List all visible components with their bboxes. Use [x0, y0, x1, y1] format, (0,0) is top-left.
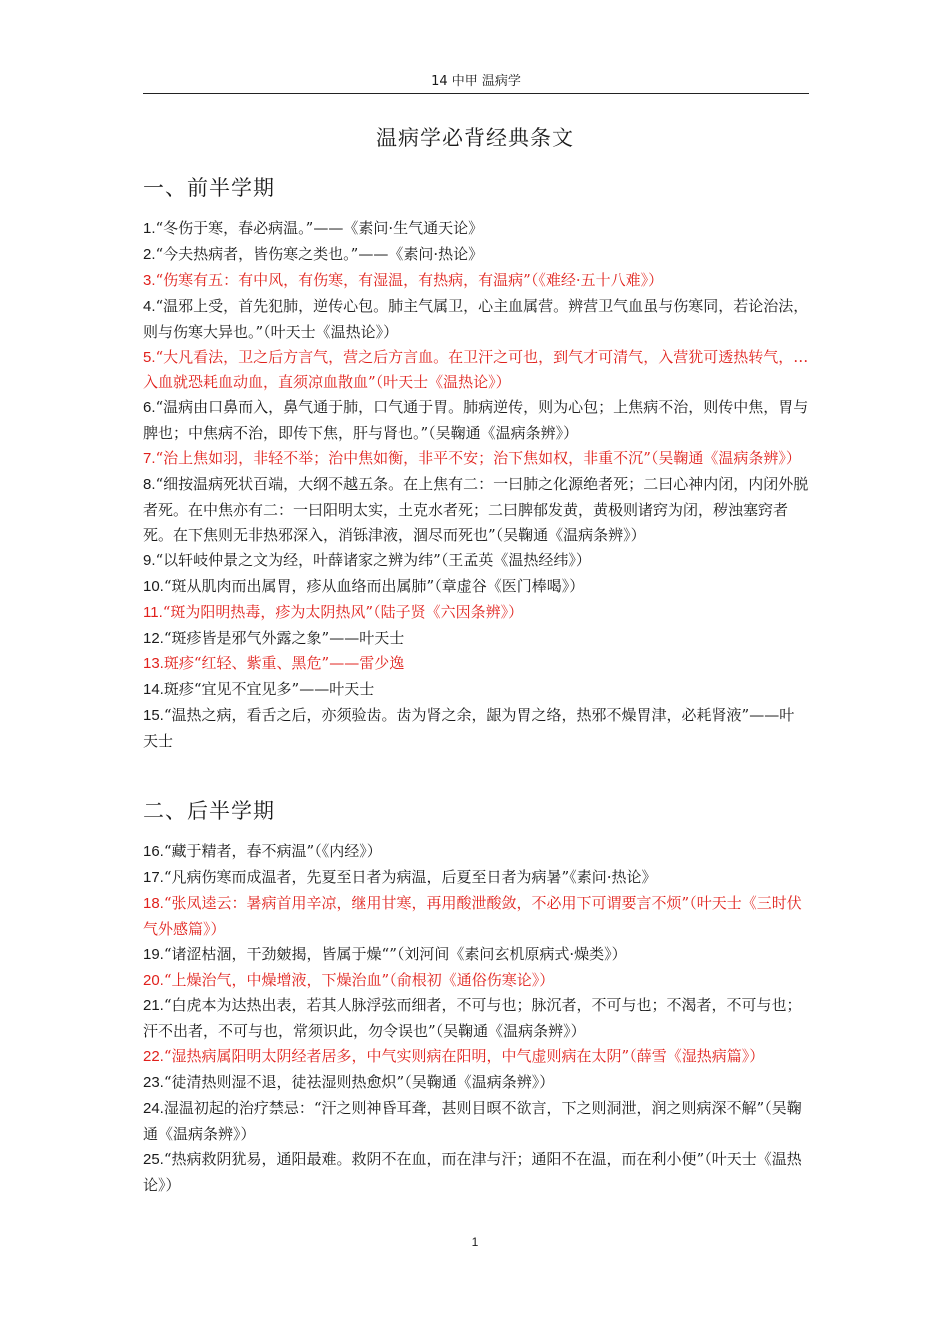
- quote-item: [143, 1096, 809, 1147]
- item-text: “斑为阳明热毒，疹为太阴热风”（陆子贤《六因条辨》）: [162, 602, 524, 621]
- quote-item: [143, 1044, 809, 1070]
- quote-item: [143, 942, 809, 968]
- quote-item: [143, 472, 809, 548]
- item-text: “今夫热病者，皆伤寒之类也。”——《素问·热论》: [155, 244, 484, 263]
- item-text: “斑疹皆是邪气外露之象”——叶天士: [163, 628, 405, 647]
- item-text: “温热之病，看舌之后，亦须验齿。齿为肾之余，龈为胃之络，热邪不燥胃津，必耗肾液”——叶天士: [143, 706, 795, 751]
- item-text: “白虎本为达热出表，若其人脉浮弦而细者，不可与也；脉沉者，不可与也；不渴者，不可与也；汗不出者，不可与也，常须识此，勿令误也”（吴鞠通《温病条辨》）: [143, 996, 802, 1041]
- item-number: 17.: [143, 868, 164, 886]
- item-number: 10.: [143, 577, 164, 595]
- item-text: “湿热病属阳明太阴经者居多，中气实则病在阳明，中气虚则病在太阴”（薛雪《湿热病篇》）: [163, 1047, 765, 1066]
- item-number: 11.: [143, 603, 163, 621]
- page-number: 1: [471, 1235, 479, 1249]
- item-number: 3.: [143, 271, 156, 289]
- item-text: “冬伤于寒，春必病温。”——《素问·生气通天论》: [155, 219, 484, 237]
- quote-item: [143, 294, 809, 345]
- quote-item: [143, 993, 809, 1044]
- section-heading-second-half: 二、后半学期: [143, 799, 275, 823]
- page-header: 14 中甲 温病学: [143, 70, 809, 94]
- item-text: “细按温病死状百端，大纲不越五条。在上焦有二：一曰肺之化源绝者死；二曰心神内闭，内闭外脱者死。在中焦亦有二：一曰阳明太实，土克水者死；二曰脾郁发黄，黄极则诸窍为闭，秽浊塞窍者死。在下焦则无非热邪深入，消铄津液，涸尽而死也”（吴鞠通《温病条辨》）: [143, 475, 809, 544]
- item-text: “徒清热则湿不退，徒祛湿则热愈炽”（吴鞠通《温病条辨》）: [163, 1073, 555, 1092]
- item-number: 12.: [143, 629, 164, 647]
- document-title: 温病学必背经典条文: [376, 126, 574, 150]
- item-number: 19.: [143, 945, 164, 963]
- item-text: “热病救阴犹易，通阳最难。救阴不在血，而在津与汗；通阳不在温，而在利小便”（叶天士《温热论》）: [143, 1149, 802, 1194]
- item-number: 22.: [143, 1048, 164, 1066]
- item-text: “藏于精者，春不病温”（《内经》）: [163, 842, 382, 860]
- quote-item: [143, 268, 809, 294]
- quote-item: [143, 345, 809, 396]
- item-text: “温病由口鼻而入，鼻气通于肺，口气通于胃。肺病逆传，则为心包；上焦病不治，则传中焦，胃与脾也；中焦病不治，即传下焦，肝与肾也。”（吴鞠通《温病条辨》）: [143, 398, 809, 443]
- item-number: 7.: [143, 450, 156, 468]
- item-list-second-half: [143, 839, 809, 1198]
- quote-item: [143, 703, 809, 754]
- quote-item: [143, 626, 809, 652]
- quote-item: [143, 968, 809, 994]
- quote-item: [143, 600, 809, 626]
- quote-item: [143, 548, 809, 574]
- item-number: 20.: [143, 971, 164, 989]
- item-text: “凡病伤寒而成温者，先夏至日者为病温，后夏至日者为病暑”《素问·热论》: [163, 867, 657, 886]
- item-number: 23.: [143, 1074, 164, 1092]
- quote-item: [143, 242, 809, 268]
- item-number: 8.: [143, 476, 156, 494]
- quote-item: [143, 839, 809, 865]
- quote-item: [143, 1070, 809, 1096]
- item-text: 斑疹“红轻、紫重、黑危”——雷少逸: [163, 654, 405, 673]
- quote-item: [143, 446, 809, 472]
- item-number: 6.: [143, 399, 156, 417]
- item-text: “大凡看法，卫之后方言气，营之后方言血。在卫汗之可也，到气才可清气，入营犹可透热转气，…入血就恐耗血动血，直须凉血散血”（叶天士《温热论》）: [143, 347, 809, 392]
- item-number: 25.: [143, 1150, 164, 1168]
- item-number: 13.: [143, 655, 164, 673]
- item-number: 9.: [143, 551, 156, 569]
- item-text: “上燥治气，中燥增液，下燥治血”（俞根初《通俗伤寒论》）: [163, 970, 555, 989]
- item-text: 斑疹“宜见不宜见多”——叶天士: [163, 680, 375, 699]
- item-text: “以轩岐仲景之文为经，叶薛诸家之辨为纬”（王孟英《温热经纬》）: [155, 550, 591, 569]
- item-number: 1.: [143, 220, 156, 237]
- item-number: 18.: [143, 894, 164, 912]
- item-text: “治上焦如羽，非轻不举；治中焦如衡，非平不安；治下焦如权，非重不沉”（吴鞠通《温病条辨》）: [155, 449, 801, 468]
- section-heading-first-half: 一、前半学期: [143, 176, 275, 200]
- item-number: 16.: [143, 843, 164, 860]
- item-number: 14.: [143, 681, 164, 699]
- quote-item: [143, 216, 809, 242]
- item-number: 15.: [143, 707, 164, 725]
- item-text: “斑从肌肉而出属胃，疹从血络而出属肺”（章虚谷《医门棒喝》）: [163, 576, 585, 595]
- quote-item: [143, 891, 809, 942]
- item-number: 2.: [143, 245, 156, 263]
- item-text: 湿温初起的治疗禁忌：“汗之则神昏耳聋，甚则目暝不欲言，下之则洞泄，润之则病深不解”（吴鞠通《温病条辨》）: [143, 1099, 802, 1143]
- quote-item: [143, 865, 809, 891]
- item-number: 21.: [143, 997, 164, 1015]
- quote-item: [143, 677, 809, 703]
- item-number: 24.: [143, 1100, 164, 1118]
- quote-item: [143, 651, 809, 677]
- item-text: “伤寒有五：有中风，有伤寒，有湿温，有热病，有温病”（《难经·五十八难》）: [155, 270, 664, 289]
- item-text: “诸涩枯涸，干劲皴揭，皆属于燥“”（刘河间《素问玄机原病式·燥类》）: [163, 944, 627, 963]
- quote-item: [143, 574, 809, 600]
- quote-item: [143, 1147, 809, 1198]
- item-text: “温邪上受，首先犯肺，逆传心包。肺主气属卫，心主血属营。辨营卫气血虽与伤寒同，若论治法，则与伤寒大异也。”（叶天士《温热论》）: [143, 296, 809, 341]
- quote-item: [143, 395, 809, 446]
- item-number: 5.: [143, 348, 156, 366]
- item-number: 4.: [143, 297, 156, 315]
- item-text: “张凤逵云：暑病首用辛凉，继用甘寒，再用酸泄酸敛，不必用下可谓要言不烦”（叶天士《三时伏气外感篇》）: [143, 893, 802, 938]
- item-list-first-half: [143, 216, 809, 754]
